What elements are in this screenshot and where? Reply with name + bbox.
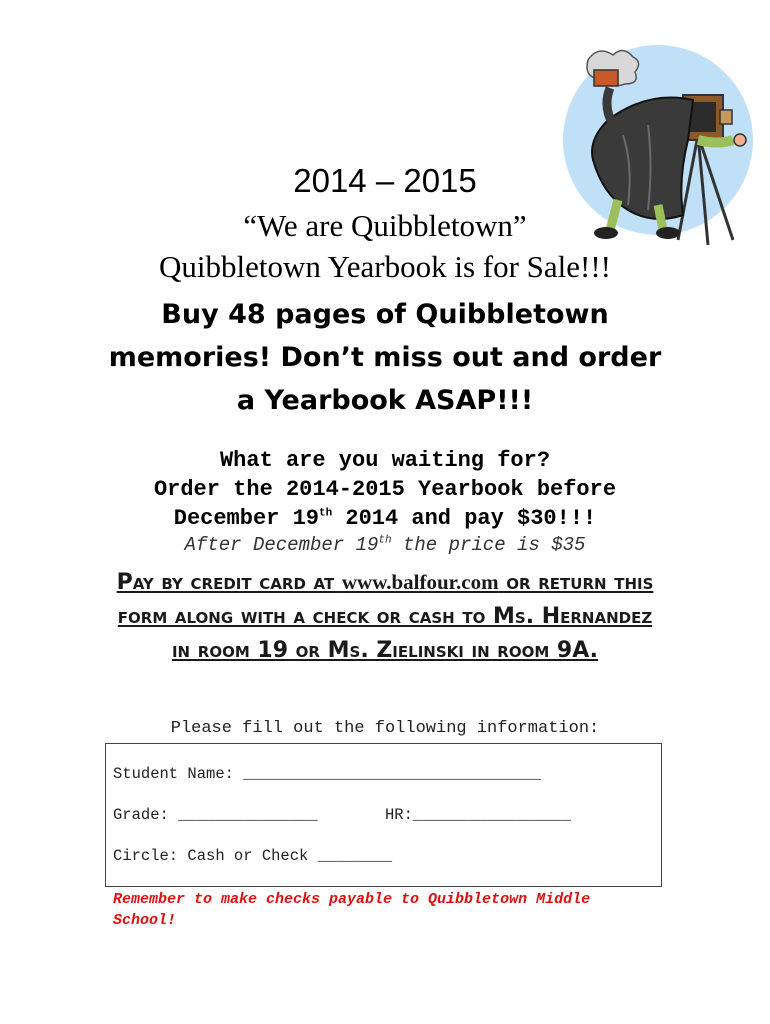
promo-text: [0, 293, 770, 422]
promo-line-1: Buy 48 pages of Quibbletown: [161, 299, 609, 330]
promo-line-2: memories! Don’t miss out and order: [108, 342, 662, 373]
yearbook-motto: “We are Quibbletown”: [243, 208, 527, 243]
order-line-2: Order the 2014-2015 Yearbook before: [153, 477, 617, 502]
payment-instructions: Pay by credit card at www.balfour.com or return this form along with a check or cash to Ms. Hernandez in room 19 or Ms. Zielinski in room 9A.: [116, 570, 654, 663]
student-name-field[interactable]: Student Name: ________________________________: [113, 765, 541, 783]
order-question: What are you waiting for?: [219, 448, 551, 473]
order-line-3: December 19th 2014 and pay $30!!!: [173, 506, 597, 531]
school-years: 2014 – 2015: [293, 162, 477, 199]
order-block: [0, 446, 770, 533]
late-price-note: After December 19th the price is $35: [184, 534, 586, 556]
check-payable-note: Remember to make checks payable to Quibbletown Middle School!: [113, 891, 591, 929]
promo-line-3: a Yearbook ASAP!!!: [236, 385, 534, 416]
form-intro: Please fill out the following information:: [170, 719, 600, 738]
homeroom-field[interactable]: HR:_________________: [385, 806, 572, 824]
balfour-website-link[interactable]: www.balfour.com: [341, 570, 499, 594]
sale-headline: Quibbletown Yearbook is for Sale!!!: [158, 249, 611, 284]
grade-field[interactable]: Grade: _______________: [113, 806, 318, 824]
payment-method-field[interactable]: Circle: Cash or Check ________: [113, 847, 393, 865]
